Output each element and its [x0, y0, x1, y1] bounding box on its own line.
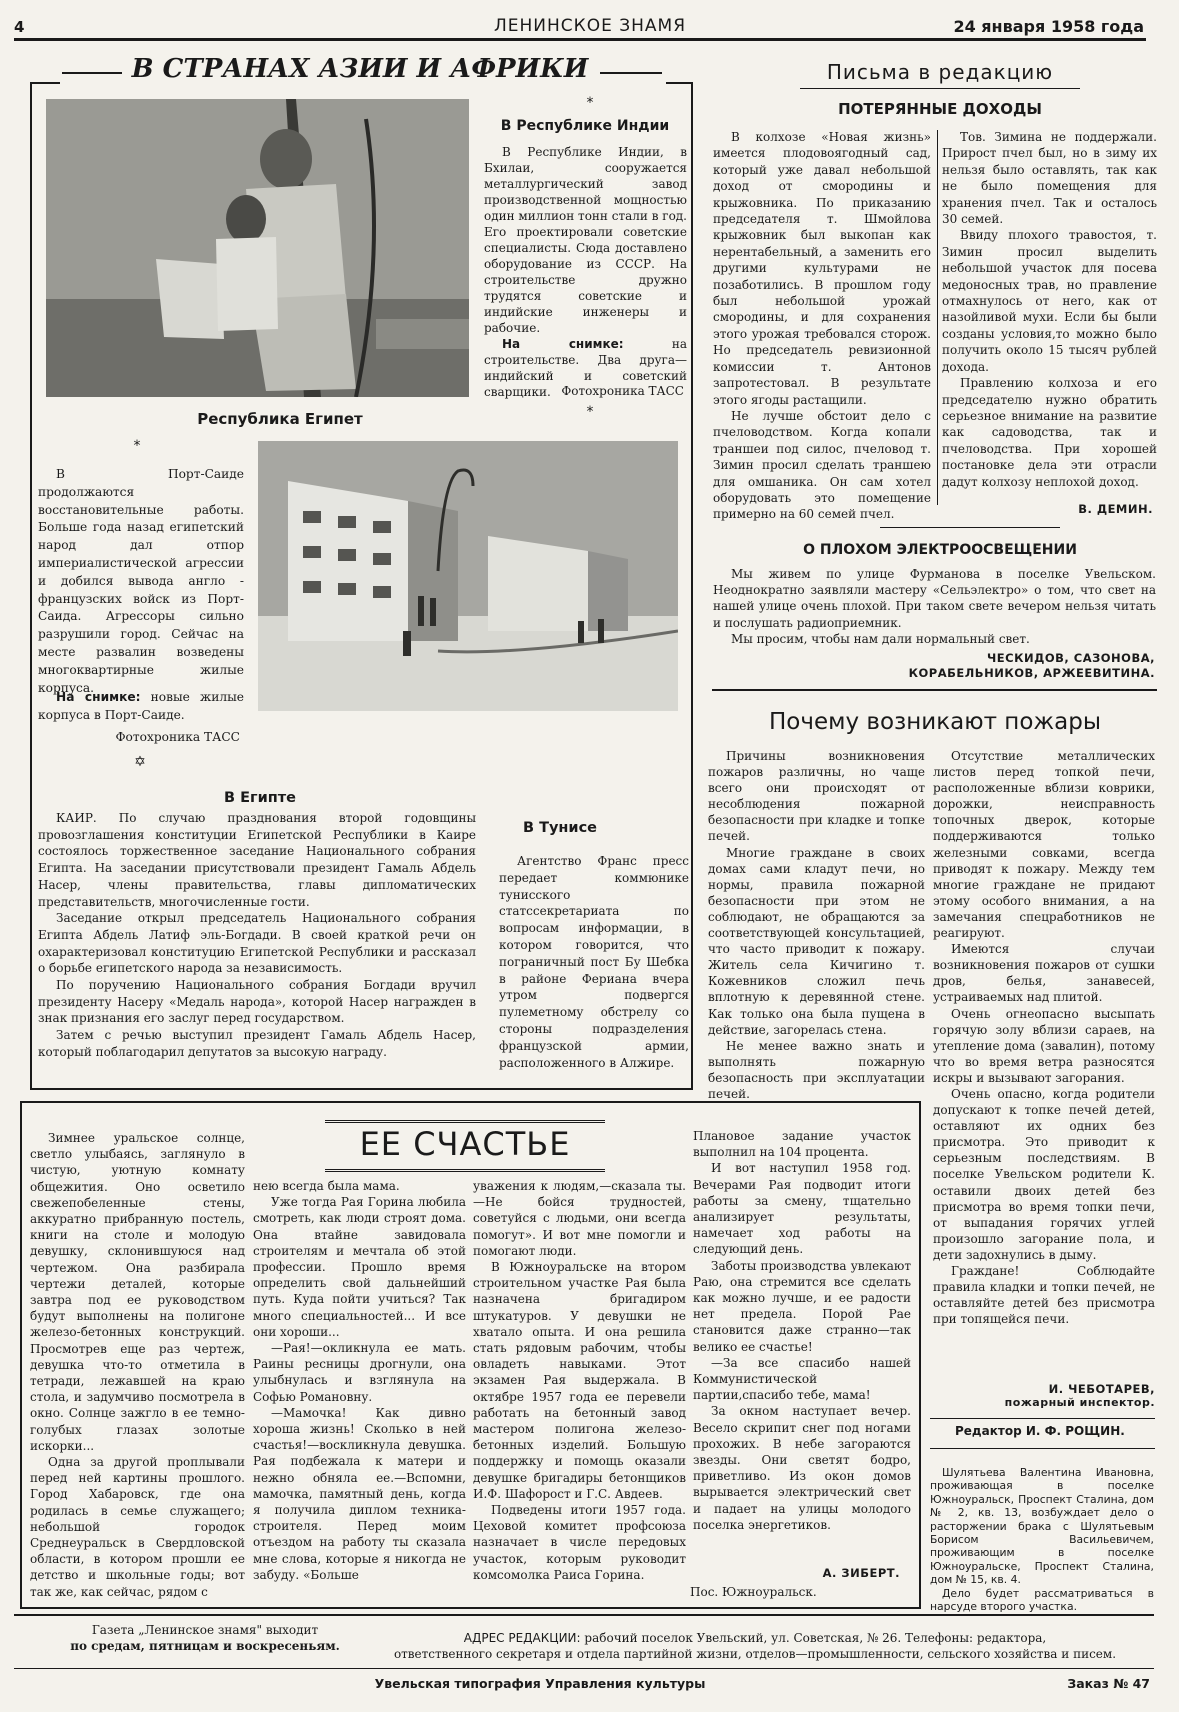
footer-schedule-line2: по средам, пятницам и воскресеньям. [70, 1639, 340, 1653]
lost-income-paragraph: Правлению колхоза и его председателю нужно обратить серьезное внимание на развитие как садоводства, так и пчеловодства. При хорошей постановке дела эти отрасли дадут колхозу неплохой доход. [942, 376, 1157, 489]
editor-label: Редактор И. Ф. РОЩИН. [955, 1424, 1125, 1438]
egypt-paragraph: Заседание открыл председатель Национального собрания Египта Абдель Латиф эль-Богдади. В своей краткой речи он охарактеризовал конституцию Египетской Республики и рассказал о борьбе египетского народа за независимость. [38, 911, 476, 976]
court-notice-text2: Дело будет рассматриваться в нарсуде второго участка. [930, 1586, 1154, 1614]
india-caption-text: на строительстве. Два друга—индийский и советский сварщики. [484, 337, 687, 399]
happiness-paragraph: нею всегда была мама. [253, 1179, 400, 1193]
fires-paragraph: Граждане! Соблюдайте правила кладки и топки печей, не оставляйте детей без присмотра при топящейся печи. [933, 1264, 1155, 1327]
footer-address [360, 1630, 1150, 1662]
lost-income-col1 [713, 129, 931, 523]
lost-income-paragraph: В колхозе «Новая жизнь» имеется плодовоягодный сад, который уже давал небольшой доход от смородины и крыжовника. По приказанию председателя т. Шмойлова крыжовник был выкопан как нерентабельный, а заменить его другими культурами не позаботились. В прошлом году был небольшой урожай смородины, и для сохранения этого урожая требовался сторож. Но председатель ревизионной комиссии т. Антонов запротестовал. В результате этого ягоды растащили. [713, 130, 931, 407]
happiness-paragraph: В Южноуральске на втором строительном участке Рая была назначена бригадиром штукатуров. У девушки не хватало опыта. И она решила стать рядовым рабочим, чтобы овладеть навыками. Этот экзамен Рая выдержала. В октябре 1957 года ее перевели работать на бетонный завод мастером полигона железо-бетонных изделий. Большую поддержку и помощь оказали девушке бригадиры бетонщиков И.Ф. Шафорост и Г.С. Авдеев. [473, 1260, 686, 1501]
egypt-republic-star2: ✡ [134, 754, 146, 770]
footer-printer: Увельская типография Управления культуры [374, 1676, 706, 1691]
editor-rule-top [930, 1418, 1155, 1419]
lost-income-headline: ПОТЕРЯННЫЕ ДОХОДЫ [838, 100, 1042, 118]
fires-paragraph: Не менее важно знать и выполнять пожарную безопасность при эксплуатации печей. [708, 1038, 925, 1101]
happiness-paragraph: Плановое задание участок выполнил на 104 процента. [693, 1129, 911, 1160]
lighting-headline: О ПЛОХОМ ЭЛЕКТРООСВЕЩЕНИИ [803, 542, 1077, 558]
happiness-col2 [253, 1178, 466, 1583]
footer-order: Заказ № 47 [1067, 1676, 1150, 1691]
letters-section-title: Письма в редакцию [826, 60, 1054, 84]
section-title-asia-africa: В СТРАНАХ АЗИИ И АФРИКИ [131, 54, 589, 84]
fires-col1 [708, 748, 925, 1102]
fires-paragraph: Очень опасно, когда родители допускают к топке печей детей, оставляют их одних без присмотра. Это приводит к серьезным последствиям. В поселке Увельском родители К. оставили двоих детей без присмотра во время топки печи, от выпадания горячих углей произошло загорание пола, и дети задохнулись в дыму. [933, 1086, 1155, 1262]
footer-address-line1 [360, 1630, 1150, 1646]
footer-rule-2 [14, 1668, 1154, 1669]
lighting-signature-2: КОРАБЕЛЬНИКОВ, АРЖЕЕВИТИНА. [908, 666, 1155, 680]
egypt-republic-headline: Республика Египет [197, 410, 363, 428]
fires-paragraph: Отсутствие металлических листов перед топкой печи, расположенные вблизи коврики, дорожки, неисправность топочных дверок, которые поддерживаются только железными совками, всегда приводят к пожару. Между тем многие граждане не придают этому особого внимания, а на замечания спецработников не реагируют. [933, 749, 1155, 941]
happiness-paragraph: Заботы производства увлекают Раю, она стремится все сделать как можно лучше, и ее радости нет предела. Порой Рае становится даже странно—так велико ее счастье! [693, 1258, 911, 1354]
lighting-signature-1: ЧЕСКИДОВ, САЗОНОВА, [987, 651, 1155, 665]
egypt-republic-star: * [133, 438, 141, 454]
between-star: * [586, 404, 594, 420]
lost-income-paragraph: Не лучше обстоит дело с пчеловодством. Когда копали траншеи под силос, пчеловод т. Зимин просил сделать траншею для омшаника. Он сам хотел оборудовать это помещение примерно на 60 семей пчел. [713, 408, 931, 522]
happiness-col1 [30, 1130, 245, 1600]
tunisia-headline: В Тунисе [522, 820, 598, 836]
happiness-paragraph: —Рая!—окликнула ее мать. Раины ресницы дрогнули, она улыбнулась и взглянула на Софью Романовну. [253, 1341, 466, 1404]
india-headline: В Республике Индии [500, 118, 670, 134]
court-notice-text: Шулятьева Валентина Ивановна, проживающая в поселке Южноуральск, Проспект Сталина, дом № 2, кв. 13, возбуждает дело о расторжении брака с Шулятьевым Борисом Васильевичем, проживающим в поселке Южноуральске, Проспект Сталина, дом № 15, кв. 4. [930, 1466, 1154, 1587]
egypt-republic-photo-credit: Фотохроника ТАСС [115, 730, 240, 744]
column-divider [937, 130, 938, 505]
india-welders-photo [46, 99, 469, 397]
footer-address-line2: ответственного секретаря и отдела партийной жизни, отделов—промышленности, сельского хозяйства и писем. [393, 1647, 1117, 1661]
fires-paragraph: Очень огнеопасно высыпать горячую золу вблизи сараев, на утепление дома (завалин), потому что во время ветра разносятся искры и вызывают загорания. [933, 1006, 1155, 1085]
newspaper-title: ЛЕНИНСКОЕ ЗНАМЯ [493, 16, 687, 36]
title-dash-left [62, 72, 122, 74]
egypt-paragraph: КАИР. По случаю празднования второй годовщины провозглашения конституции Египетской Республики в Каире состоялось торжественное заседание Национального собрания Египта. На заседании присутствовали президент Гамаль Абдель Насер, члены правительства, главы дипломатических представительств, многочисленные гости. [38, 811, 476, 909]
india-photo-art [46, 99, 469, 397]
fires-paragraph: Причины возникновения пожаров различны, но чаще всего они происходят от несоблюдения пожарной безопасности при кладке и топке печей. [708, 749, 925, 844]
lighting-paragraph: Мы просим, чтобы нам дали нормальный свет. [731, 631, 1030, 646]
egypt-headline: В Египте [224, 790, 296, 806]
happiness-paragraph: —Мамочка! Как дивно хороша жизнь! Сколько в ней счастья!—воскликнула девушка. Рая подбежала к матери и нежно обняла ее.—Вспомни, мамочка, памятный день, когда я получила диплом техника-строителя. Перед моим отъездом на работу ты сказала мне слова, которые я никогда не забуду. «Больше [253, 1405, 466, 1582]
lost-income-col2 [942, 129, 1157, 490]
happiness-paragraph: —За все спасибо нашей Коммунистической партии,спасибо тебе, мама! [693, 1355, 911, 1403]
footer-address-line1-text: рабочий поселок Увельский, ул. Советская, № 26. Телефоны: редактора, [580, 1631, 1047, 1645]
lost-income-paragraph: Ввиду плохого травостоя, т. Зимин просил выделить небольшой участок для посева медоносных трав, но правление отмахнулось от него, как от назойливой мухи. Если бы были созданы условия,то можно было получить около 15 тысяч рублей дохода. [942, 228, 1157, 374]
title-dash-right [600, 72, 662, 74]
issue-date: 24 января 1958 года [953, 17, 1144, 36]
masthead-rule [14, 38, 1146, 41]
letters-bottom-rule [712, 689, 1157, 691]
egypt-paragraph: Затем с речью выступил президент Гамаль Абдель Насер, который поблагодарил депутатов за высокую награду. [38, 1028, 476, 1059]
port-said-photo-art [258, 441, 678, 711]
egypt-republic-caption-text: новые жилые корпуса в Порт-Саиде. [38, 690, 244, 722]
india-star: * [586, 95, 594, 111]
egypt-republic-caption [38, 689, 244, 725]
happiness-paragraph: уважения к людям,—сказала ты.—Не бойся трудностей, советуйся с людьми, они всегда помогут». И вот мне помогли и помогают люди. [473, 1179, 686, 1258]
happiness-paragraph: Зимнее уральское солнце, светло улыбаясь, заглянуло в чистую, уютную комнату общежития. Оно осветило свежепобеленные стены, аккуратно прибранную постель, книги на столе и молодую девушку, склонившуюся над чертежом. Она разбирала чертежи деталей, которые завтра под ее руководством будут выполнены на полигоне железо-бетонных конструкций. Просмотрев еще раз чертеж, девушка что-то отметила в тетради, лежавшей на краю стола, и задумчиво посмотрела в окно. Солнце зажгло в ее темно-голубых глазах золотые искорки... [30, 1131, 245, 1453]
tunisia-body: Агентство Франс пресс передает коммюнике тунисского статссекретариата по вопросам информации, в котором говорится, что пограничный пост Бу Шебка в районе Ферианa вчера утром подвергся пулеметному обстрелу со стороны подразделения французской армии, расположенного в Алжире. [499, 854, 689, 1070]
happiness-col4 [693, 1128, 911, 1533]
letters-title-rule [800, 88, 1080, 89]
footer-schedule-line1: Газета „Ленинское знамя" выходит [91, 1623, 319, 1637]
fires-paragraph: Многие граждане в своих домах сами кладут печи, но нормы, правила пожарной безопасности при этом не соблюдают, не обращаются за соответствующей консультацией, что часто приводит к пожару. Житель села Кичигино т. Кожевников сложил печь вплотную к деревянной стене. Как только она была пущена в действие, загорелась стена. [708, 845, 925, 1037]
fires-signature-2: пожарный инспектор. [1004, 1396, 1155, 1409]
page-number: 4 [14, 18, 25, 36]
india-caption-lead: На снимке: [502, 337, 624, 351]
happiness-paragraph: И вот наступил 1958 год. Вечерами Рая подводит итоги работы за смену, тщательно анализирует результаты, намечает ход работы на следующий день. [693, 1161, 911, 1257]
happiness-paragraph: За окном наступает вечер. Весело скрипит снег под ногами прохожих. В небе загораются звезды. Они светят бодро, приветливо. Из окон домов вырывается электрический свет и падает на улицы молодого поселка энергетиков. [693, 1404, 911, 1532]
egypt-body [38, 810, 476, 1061]
lighting-paragraph: Мы живем по улице Фурманова в поселке Увельском. Неоднократно заявляли мастеру «Сельэлектро» о том, что свет на нашей улице очень плохой. При таком свете вечером нельзя читать и послушать радиоприемник. [713, 567, 1156, 630]
editor-rule-bottom [930, 1448, 1155, 1449]
fires-paragraph: Имеются случаи возникновения пожаров от сушки дров, белья, занавесей, устраиваемых над плитой. [933, 942, 1155, 1005]
lost-income-signature: В. ДЕМИН. [1078, 502, 1153, 516]
fires-signature-1: И. ЧЕБОТАРЕВ, [1048, 1382, 1155, 1396]
happiness-paragraph: Подведены итоги 1957 года. Цеховой комитет профсоюза назначает в числе передовых участок, которым руководит комсомолка Раиса Горина. [473, 1503, 686, 1582]
happiness-place: Пос. Южноуральск. [690, 1585, 817, 1599]
court-notice [930, 1466, 1154, 1613]
egypt-republic-body: В Порт-Саиде продолжаются восстановительные работы. Больше года назад египетский народ дал отпор империалистической агрессии и добился вывода англо - французских войск из Порт-Саида. Агрессоры сильно разрушили город. Сейчас на месте развалин возведены многоквартирные жилые корпуса. [38, 467, 244, 695]
footer-schedule [40, 1622, 370, 1654]
india-photo-credit: Фотохроника ТАСС [561, 384, 684, 398]
lighting-body [713, 566, 1156, 647]
letters-separator [880, 527, 1060, 528]
egypt-republic-caption-lead: На снимке: [56, 690, 141, 704]
egypt-paragraph: По поручению Национального собрания Богдади вручил президенту Насеру «Медаль народа», которой Насер награжден в знак признания его заслуг перед государством. [38, 978, 476, 1026]
footer-address-label: АДРЕС РЕДАКЦИИ: [463, 1631, 581, 1645]
happiness-signature: А. ЗИБЕРТ. [822, 1566, 900, 1580]
happiness-headline: ЕЕ СЧАСТЬЕ [359, 1125, 571, 1163]
happiness-paragraph: Уже тогда Рая Горина любила смотреть, как люди строят дома. Она втайне завидовала строителям и мечтала об этой профессии. Прошло время определить свой дальнейший путь. Куда пойти учиться? Так много специальностей... И все они хороши... [253, 1195, 466, 1339]
happiness-col3 [473, 1178, 686, 1583]
footer-rule [14, 1614, 1154, 1616]
fires-col2 [933, 748, 1155, 1327]
lost-income-paragraph: Тов. Зимина не поддержали. Прирост пчел был, но в зиму их нельзя было оставлять, так как не было помещения для хранения пчел. Так и осталось 30 семей. [942, 130, 1157, 227]
happiness-paragraph: Одна за другой проплывали перед ней картины прошлого. Город Хабаровск, где она родилась в семье служащего; небольшой городок Среднеуральск в Свердловской области, в котором прошли ее детство и школьные годы; вот так же, как сейчас, рядом с [30, 1455, 245, 1599]
port-said-photo [258, 441, 678, 711]
india-body: В Республике Индии, в Бхилаи, сооружается металлургический завод производственной мощностью один миллион тонн стали в год. Его проектировали советские специалисты. Сюда доставлено оборудование из СССР. На строительстве дружно трудятся советские и индийские инженеры и рабочие. [484, 145, 687, 335]
fires-headline: Почему возникают пожары [769, 709, 1101, 735]
